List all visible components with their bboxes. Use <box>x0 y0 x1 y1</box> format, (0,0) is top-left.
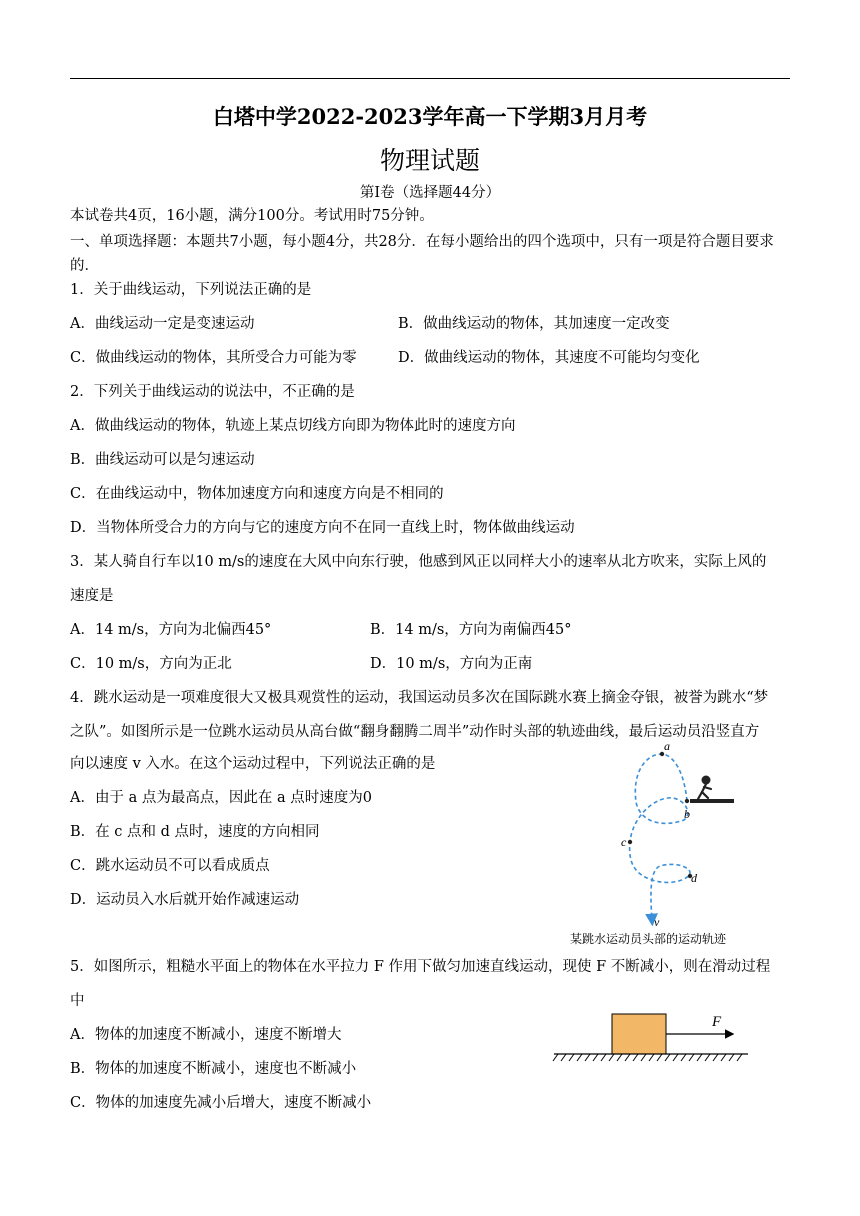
force-label: F <box>712 1014 722 1030</box>
exam-intro: 本试卷共4页，16小题，满分100分。考试用时75分钟。 <box>70 208 434 224</box>
point-c-marker <box>628 840 632 844</box>
q1-option-a: A．曲线运动一定是变速运动 <box>70 316 255 332</box>
q1-option-c: C．做曲线运动的物体，其所受合力可能为零 <box>70 350 357 366</box>
q2-option-a: A．做曲线运动的物体，轨迹上某点切线方向即为物体此时的速度方向 <box>70 418 516 434</box>
q1-stem: 1．关于曲线运动，下列说法正确的是 <box>70 282 312 298</box>
q1-option-d: D．做曲线运动的物体，其速度不可能均匀变化 <box>398 350 700 366</box>
q4-stem-line1: 4．跳水运动是一项难度很大又极具观赏性的运动，我国运动员多次在国际跳水赛上摘金夺银，被誉为跳水“梦 <box>70 690 769 706</box>
q4-option-b: B．在 c 点和 d 点时，速度的方向相同 <box>70 824 320 840</box>
label-b: b <box>684 807 690 821</box>
q5-option-b: B．物体的加速度不断减小，速度也不断减小 <box>70 1061 357 1077</box>
diving-platform <box>690 799 734 803</box>
diving-trajectory-figure <box>560 742 760 952</box>
label-c: c <box>621 835 627 849</box>
q5-option-a: A．物体的加速度不断减小，速度不断增大 <box>70 1027 342 1043</box>
diver-icon <box>698 776 711 800</box>
q2-option-c: C．在曲线运动中，物体加速度方向和速度方向是不相同的 <box>70 486 444 502</box>
q2-option-d: D．当物体所受合力的方向与它的速度方向不在同一直线上时，物体做曲线运动 <box>70 520 575 536</box>
q4-stem-line3: 向以速度 v 入水。在这个运动过程中，下列说法正确的是 <box>70 756 436 772</box>
q4-option-d: D．运动员入水后就开始作减速运动 <box>70 892 300 908</box>
q4-option-c: C．跳水运动员不可以看成质点 <box>70 858 270 874</box>
block <box>612 1014 666 1054</box>
exam-title: 白塔中学2022-2023学年高一下学期3月月考 <box>212 104 648 129</box>
top-rule <box>70 78 790 79</box>
figure-caption: 某跳水运动员头部的运动轨迹 <box>570 932 727 946</box>
q3-option-c: C．10 m/s，方向为正北 <box>70 656 232 672</box>
q5-stem-line1: 5．如图所示，粗糙水平面上的物体在水平拉力 F 作用下做匀加速直线运动，现使 F 不断减小，则在滑动过程 <box>70 959 771 975</box>
q4-option-a: A．由于 a 点为最高点，因此在 a 点时速度为0 <box>70 790 372 806</box>
q2-option-b: B．曲线运动可以是匀速运动 <box>70 452 255 468</box>
volume-title: 第I卷（选择题44分） <box>359 185 501 201</box>
trajectory-path <box>630 754 690 920</box>
label-d: d <box>691 871 697 885</box>
q3-stem-line1: 3．某人骑自行车以10 m/s的速度在大风中向东行驶，他感到风正以同样大小的速率从北方吹来，实际上风的 <box>70 554 767 570</box>
q3-option-b: B．14 m/s，方向为南偏西45° <box>370 622 572 638</box>
label-v: v <box>654 915 660 929</box>
block-force-figure <box>550 1006 760 1066</box>
ground-hatching <box>553 1054 742 1061</box>
q5-option-c: C．物体的加速度先减小后增大，速度不断减小 <box>70 1095 372 1111</box>
label-a: a <box>664 742 670 753</box>
q5-stem-line2: 中 <box>70 993 85 1009</box>
q3-stem-line2: 速度是 <box>70 588 114 604</box>
q3-option-d: D．10 m/s，方向为正南 <box>370 656 533 672</box>
q3-option-a: A．14 m/s，方向为北偏西45° <box>70 622 272 638</box>
subject-title: 物理试题 <box>379 146 480 175</box>
point-b-marker <box>685 799 689 803</box>
q1-option-b: B．做曲线运动的物体，其加速度一定改变 <box>398 316 670 332</box>
q2-stem: 2．下列关于曲线运动的说法中，不正确的是 <box>70 384 355 400</box>
section-heading: 一、单项选择题：本题共7小题，每小题4分，共28分．在每小题给出的四个选项中，只有一项是符合题目要求的． <box>70 234 774 274</box>
q4-stem-line2: 之队”。如图所示是一位跳水运动员从高台做“翻身翻腾二周半”动作时头部的轨迹曲线，最后运动员沿竖直方 <box>70 724 760 740</box>
